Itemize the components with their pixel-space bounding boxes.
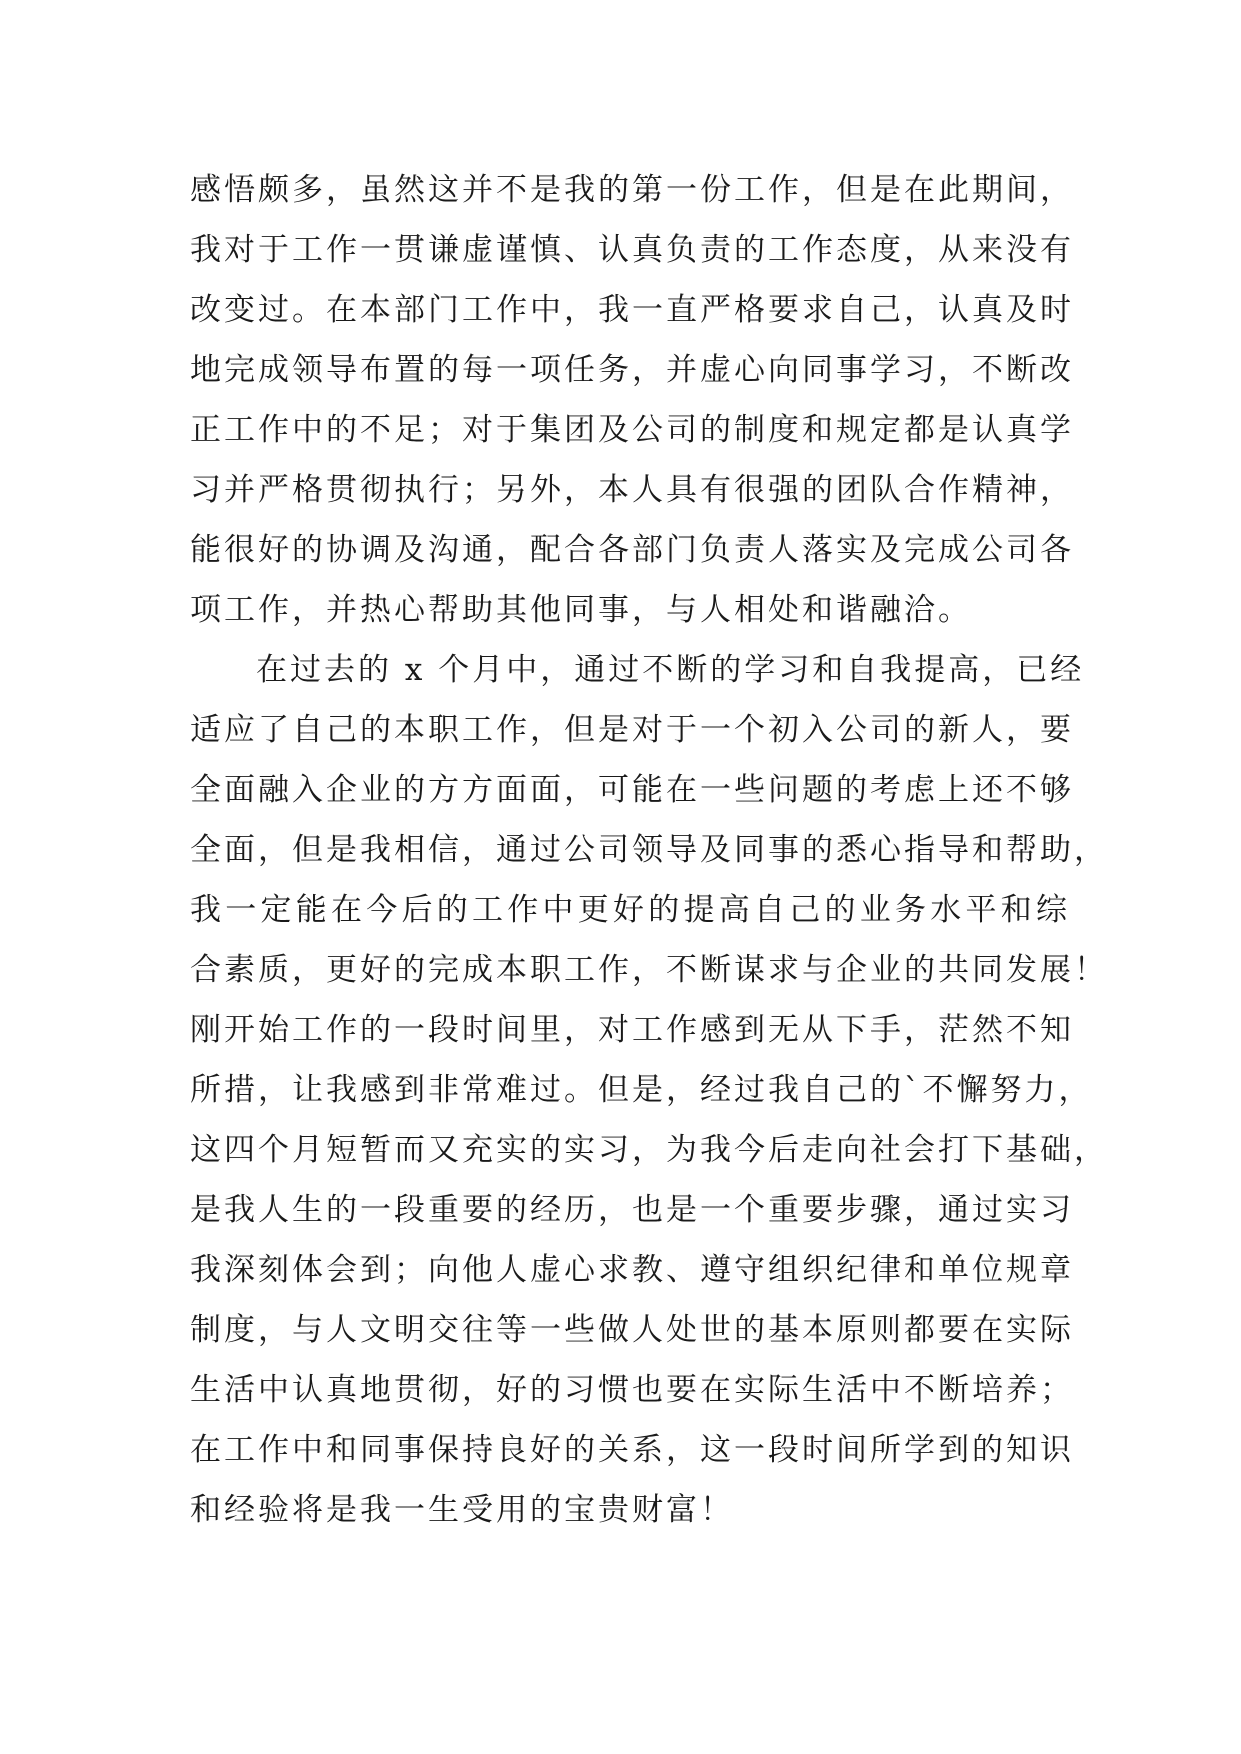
text-line: 我对于工作一贯谦虚谨慎、认真负责的工作态度，从来没有 [190,232,1074,268]
text-line: 能很好的协调及沟通，配合各部门负责人落实及完成公司各 [190,532,1074,568]
text-line: 刚开始工作的一段时间里，对工作感到无从下手，茫然不知 [190,1012,1074,1048]
text-line: 项工作，并热心帮助其他同事，与人相处和谐融洽。 [190,592,972,628]
text-line: 合素质，更好的完成本职工作，不断谋求与企业的共同发展！ [190,952,1108,988]
text-line: 制度，与人文明交往等一些做人处世的基本原则都要在实际 [190,1312,1074,1348]
body-text [190,160,1108,1540]
text-line: 全面融入企业的方方面面，可能在一些问题的考虑上还不够 [190,772,1074,808]
text-line: 我深刻体会到；向他人虚心求教、遵守组织纪律和单位规章 [190,1252,1074,1288]
text-line: 全面，但是我相信，通过公司领导及同事的悉心指导和帮助， [190,832,1108,868]
text-line: 感悟颇多，虽然这并不是我的第一份工作，但是在此期间， [190,172,1074,208]
text-line: 在过去的 x 个月中，通过不断的学习和自我提高，已经 [256,652,1085,688]
text-line: 适应了自己的本职工作，但是对于一个初入公司的新人，要 [190,712,1074,748]
text-line: 生活中认真地贯彻，好的习惯也要在实际生活中不断培养； [190,1372,1074,1408]
text-line: 习并严格贯彻执行；另外，本人具有很强的团队合作精神， [190,472,1074,508]
text-line: 正工作中的不足；对于集团及公司的制度和规定都是认真学 [190,412,1074,448]
text-line: 改变过。在本部门工作中，我一直严格要求自己，认真及时 [190,292,1074,328]
text-line: 地完成领导布置的每一项任务，并虚心向同事学习，不断改 [190,352,1074,388]
text-line: 和经验将是我一生受用的宝贵财富！ [190,1492,734,1528]
text-line: 在工作中和同事保持良好的关系，这一段时间所学到的知识 [190,1432,1074,1468]
text-line: 我一定能在今后的工作中更好的提高自己的业务水平和综 [190,892,1070,928]
text-line: 所措，让我感到非常难过。但是，经过我自己的`不懈努力， [190,1072,1093,1108]
text-line: 这四个月短暂而又充实的实习，为我今后走向社会打下基础， [190,1132,1108,1168]
text-line: 是我人生的一段重要的经历，也是一个重要步骤，通过实习 [190,1192,1074,1228]
